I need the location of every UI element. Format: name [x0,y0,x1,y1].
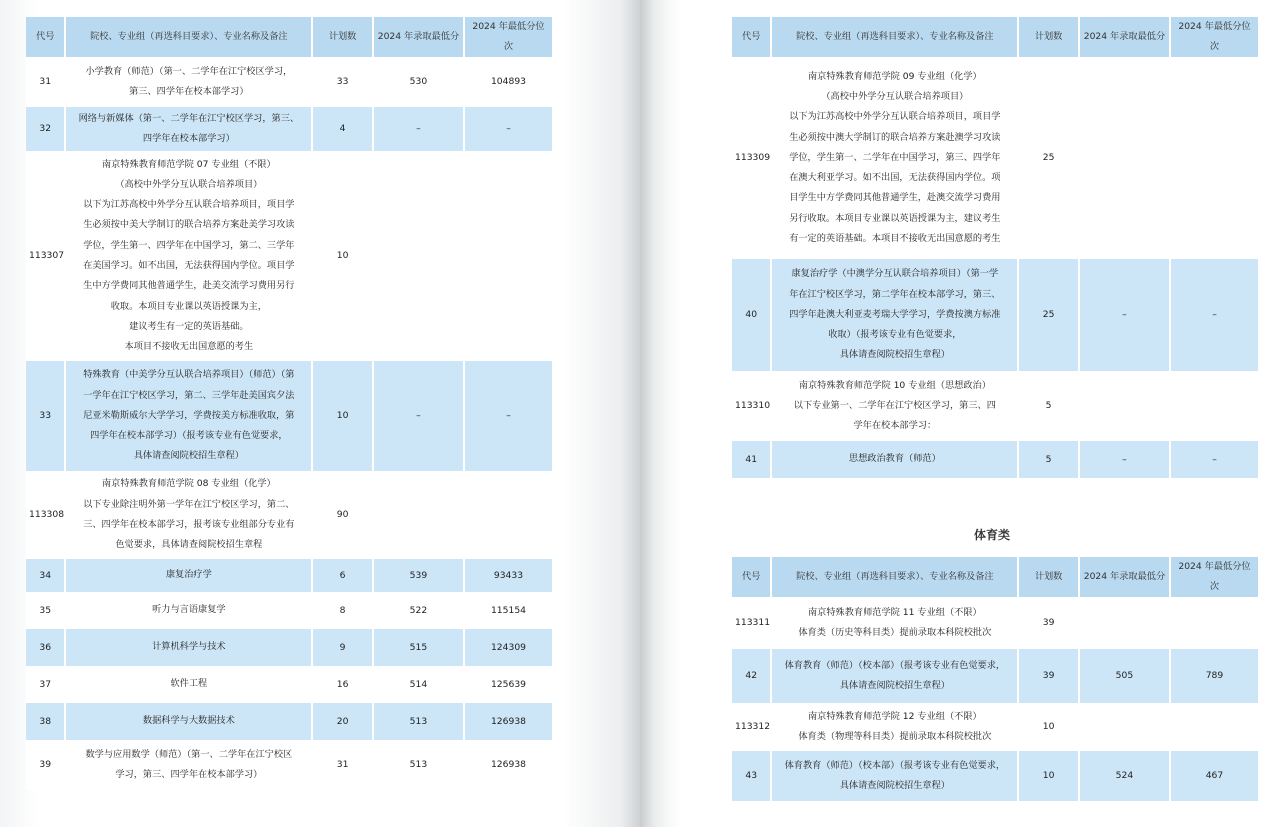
cell-description [772,57,1017,259]
cell-plan: 6 [313,559,372,592]
description-line: 体育类（历史等科目类）提前录取本科院校批次 [798,627,992,638]
table-row [732,703,1258,751]
description-line: 小学教育（师范）（第一、二学年在江宁校区学习， [85,65,293,77]
cell-description [66,107,311,151]
cell-min-score: – [1080,441,1169,478]
cell-plan: 10 [313,361,372,471]
description-line: 一学年在江宁校区学习，第二、三学年赴美国宾夕法 [83,389,295,401]
table-row [732,57,1258,259]
header-plan: 计划数 [1019,17,1078,57]
cell-description [66,592,311,629]
description-line: 收取）（报考该专业有色觉要求， [828,329,962,341]
cell-min-rank [1171,597,1258,649]
cell-min-score: 539 [374,559,463,592]
cell-min-rank [465,151,552,361]
cell-code: 39 [26,740,64,790]
description-line: 尼亚米勒斯威尔大学学习，学费按美方标准收取，第 [83,409,295,421]
cell-plan: 5 [1019,441,1078,478]
section-title-sports: 体育类 [974,528,1011,542]
description-line: 收取。本项目专业课以英语授课为主， [110,300,267,312]
cell-min-score: 522 [374,592,463,629]
header-min-rank: 2024 年最低分位次 [465,17,552,57]
cell-min-score [374,471,463,559]
description-line: 生中方学费同其他普通学生，赴美交流学习费用另行 [83,280,295,292]
cell-min-rank: 467 [1171,751,1258,801]
description-line: 四学年在校本部学习） [142,133,235,144]
description-line: 以下专业除注明外第一学年在江宁校区学习，第二、 [83,498,295,510]
cell-min-score: 513 [374,740,463,790]
header-min-rank: 2024 年最低分位次 [1171,17,1258,57]
header-plan: 计划数 [1019,557,1078,597]
description-line: 有一定的英语基础。本项目不接收无出国意愿的考生 [789,233,1001,245]
description-line: 生必须按中美大学制订的联合培养方案赴美学习攻读 [83,219,295,231]
description-line: 南京特殊教育师范学院 09 专业组（化学） [807,70,982,82]
description-line: 具体请查阅院校招生章程） [839,349,950,361]
cell-min-score [1080,57,1169,259]
admission-table-right-bottom [730,557,1260,801]
header-min-score: 2024 年录取最低分 [1080,17,1169,57]
cell-description [772,259,1017,371]
cell-min-rank: 125639 [465,666,552,703]
cell-min-rank [1171,371,1258,441]
cell-min-rank [1171,57,1258,259]
cell-code: 37 [26,666,64,703]
description-line: 目学生中方学费同其他普通学生，赴澳交流学习费用 [789,192,1001,204]
cell-min-rank: 126938 [465,703,552,740]
cell-code: 36 [26,629,64,666]
header-code: 代号 [732,557,770,597]
cell-plan: 8 [313,592,372,629]
header-code: 代号 [732,17,770,57]
cell-min-rank: – [1171,441,1258,478]
cell-description [66,151,311,361]
header-description: 院校、专业组（再选科目要求）、专业名称及备注 [772,17,1017,57]
cell-min-rank [1171,703,1258,751]
cell-min-rank: 126938 [465,740,552,790]
cell-code: 113311 [732,597,770,649]
table-row [732,259,1258,371]
cell-min-rank: – [1171,259,1258,371]
cell-min-rank: – [465,361,552,471]
table-row [26,151,552,361]
table-row [26,57,552,107]
description-line: 具体请查阅院校招生章程） [839,680,950,691]
description-line: 在澳大利亚学习。如不出国，无法获得国内学位。项 [789,172,1001,184]
cell-plan: 5 [1019,371,1078,441]
description-line: 以下为江苏高校中外学分互认联合培养项目，项目学 [789,111,1001,123]
cell-description [772,751,1017,801]
description-line: 具体请查阅院校招生章程） [133,450,244,462]
description-line: 思想政治教育（师范） [848,453,941,465]
table-row [732,751,1258,801]
description-line: 年在江宁校区学习，第二学年在校本部学习，第三、 [789,288,1001,300]
description-line: 在美国学习。如不出国，无法获得国内学位。项目学 [83,260,295,271]
table-row [26,629,552,666]
description-line: 南京特殊教育师范学院 07 专业组（不限） [101,158,276,170]
cell-plan: 39 [1019,597,1078,649]
cell-description [66,740,311,790]
table-row [732,649,1258,703]
cell-description [772,441,1017,478]
cell-min-rank: 789 [1171,649,1258,703]
table-row [26,592,552,629]
cell-plan: 10 [313,151,372,361]
cell-description [66,361,311,471]
cell-min-rank: 124309 [465,629,552,666]
cell-code: 32 [26,107,64,151]
description-line: 四学年赴澳大利亚麦考瑞大学学习，学费按澳方标准 [789,308,1001,320]
cell-min-score: – [374,107,463,151]
cell-min-score: 513 [374,703,463,740]
description-line: 三、四学年在校本部学习，报考该专业组部分专业有 [83,519,295,530]
description-line: 学习，第三、四学年在校本部学习） [115,769,263,780]
description-line: 体育教育（师范）（校本部）（报考该专业有色觉要求， [784,759,1006,771]
table-row [26,107,552,151]
description-line: 计算机科学与技术 [152,641,226,653]
description-line: 四学年在校本部学习）（报考该专业有色觉要求， [90,430,288,442]
cell-description [772,371,1017,441]
cell-description [772,649,1017,703]
cell-plan: 4 [313,107,372,151]
cell-plan: 33 [313,57,372,107]
cell-min-score: 524 [1080,751,1169,801]
cell-min-rank: – [465,107,552,151]
description-line: 特殊教育（中美学分互认联合培养项目）（师范）（第 [83,369,295,381]
admission-table-left [24,17,554,790]
header-min-score: 2024 年录取最低分 [1080,557,1169,597]
header-code: 代号 [26,17,64,57]
cell-code: 31 [26,57,64,107]
description-line: 生必须按中澳大学制订的联合培养方案赴澳学习攻读 [789,131,1001,143]
cell-description [772,703,1017,751]
description-line: 学位，学生第一、二学年在中国学习，第三、四学年 [789,151,1001,163]
cell-description [66,57,311,107]
description-line: 康复治疗学 [165,569,212,581]
description-line: 学位，学生第一、四学年在中国学习，第二、三学年 [83,239,295,251]
cell-min-score [1080,597,1169,649]
cell-code: 34 [26,559,64,592]
cell-min-score: – [1080,259,1169,371]
cell-description [66,703,311,740]
cell-plan: 25 [1019,259,1078,371]
description-line: 网络与新媒体（第一、二学年在江宁校区学习，第三、 [78,112,300,124]
cell-min-score: – [374,361,463,471]
cell-min-score: 515 [374,629,463,666]
cell-code: 113310 [732,371,770,441]
header-plan: 计划数 [313,17,372,57]
cell-code: 38 [26,703,64,740]
description-line: 具体请查阅院校招生章程） [839,780,950,791]
description-line: 本项目不接收无出国意愿的考生 [124,341,254,353]
cell-description [66,666,311,703]
cell-plan: 39 [1019,649,1078,703]
right-page [680,0,1280,827]
description-line: 南京特殊教育师范学院 10 专业组（思想政治） [798,379,991,391]
description-line: 第三、四学年在校本部学习） [129,86,249,97]
cell-min-score [1080,703,1169,751]
cell-plan: 90 [313,471,372,559]
cell-plan: 9 [313,629,372,666]
description-line: 数学与应用数学（师范）（第一、二学年在江宁校区 [85,748,293,760]
description-line: （高校中外学分互认联合培养项目） [821,90,969,102]
cell-plan: 20 [313,703,372,740]
cell-plan: 31 [313,740,372,790]
cell-code: 113308 [26,471,64,559]
cell-plan: 10 [1019,751,1078,801]
cell-description [772,597,1017,649]
cell-min-score: 505 [1080,649,1169,703]
cell-plan: 10 [1019,703,1078,751]
admission-table-right-top [730,17,1260,478]
book-gutter [640,0,680,827]
description-line: 听力与言语康复学 [152,604,226,616]
cell-code: 33 [26,361,64,471]
table-row [26,740,552,790]
header-description: 院校、专业组（再选科目要求）、专业名称及备注 [772,557,1017,597]
cell-code: 35 [26,592,64,629]
cell-code: 40 [732,259,770,371]
cell-min-score: 530 [374,57,463,107]
table-row [732,371,1258,441]
cell-code: 43 [732,751,770,801]
description-line: 学年在校本部学习： [853,420,937,432]
description-line: 以下专业第一、二学年在江宁校区学习，第三、四 [793,399,996,411]
cell-description [66,559,311,592]
description-line: 另行收取。本项目专业课以英语授课为主，建议考生 [789,212,1001,224]
table-row [732,597,1258,649]
cell-min-score [1080,371,1169,441]
cell-description [66,629,311,666]
description-line: 南京特殊教育师范学院 08 专业组（化学） [101,478,276,490]
description-line: 体育教育（师范）（校本部）（报考该专业有色觉要求， [784,659,1006,671]
table-row [26,703,552,740]
cell-code: 113312 [732,703,770,751]
description-line: （高校中外学分互认联合培养项目） [115,178,263,190]
cell-min-score: 514 [374,666,463,703]
cell-code: 41 [732,441,770,478]
cell-code: 113307 [26,151,64,361]
cell-code: 113309 [732,57,770,259]
cell-min-rank [465,471,552,559]
cell-min-rank: 104893 [465,57,552,107]
cell-min-rank: 93433 [465,559,552,592]
table-row [732,441,1258,478]
description-line: 以下为江苏高校中外学分互认联合培养项目，项目学 [83,199,295,211]
description-line: 南京特殊教育师范学院 11 专业组（不限） [807,606,982,618]
cell-code: 42 [732,649,770,703]
table-row [26,559,552,592]
table-row [26,471,552,559]
description-line: 康复治疗学（中澳学分互认联合培养项目）（第一学 [791,268,999,280]
cell-plan: 16 [313,666,372,703]
table-row [26,666,552,703]
description-line: 体育类（物理等科目类）提前录取本科院校批次 [798,731,992,742]
cell-plan: 25 [1019,57,1078,259]
description-line: 色觉要求，具体请查阅院校招生章程 [115,539,263,551]
description-line: 数据科学与大数据技术 [142,715,235,727]
cell-min-rank: 115154 [465,592,552,629]
description-line: 建议考生有一定的英语基础。 [129,320,249,332]
table-row [26,361,552,471]
cell-min-score [374,151,463,361]
header-description: 院校、专业组（再选科目要求）、专业名称及备注 [66,17,311,57]
header-min-rank: 2024 年最低分位次 [1171,557,1258,597]
header-min-score: 2024 年录取最低分 [374,17,463,57]
description-line: 软件工程 [170,678,208,690]
cell-description [66,471,311,559]
description-line: 南京特殊教育师范学院 12 专业组（不限） [807,710,982,722]
